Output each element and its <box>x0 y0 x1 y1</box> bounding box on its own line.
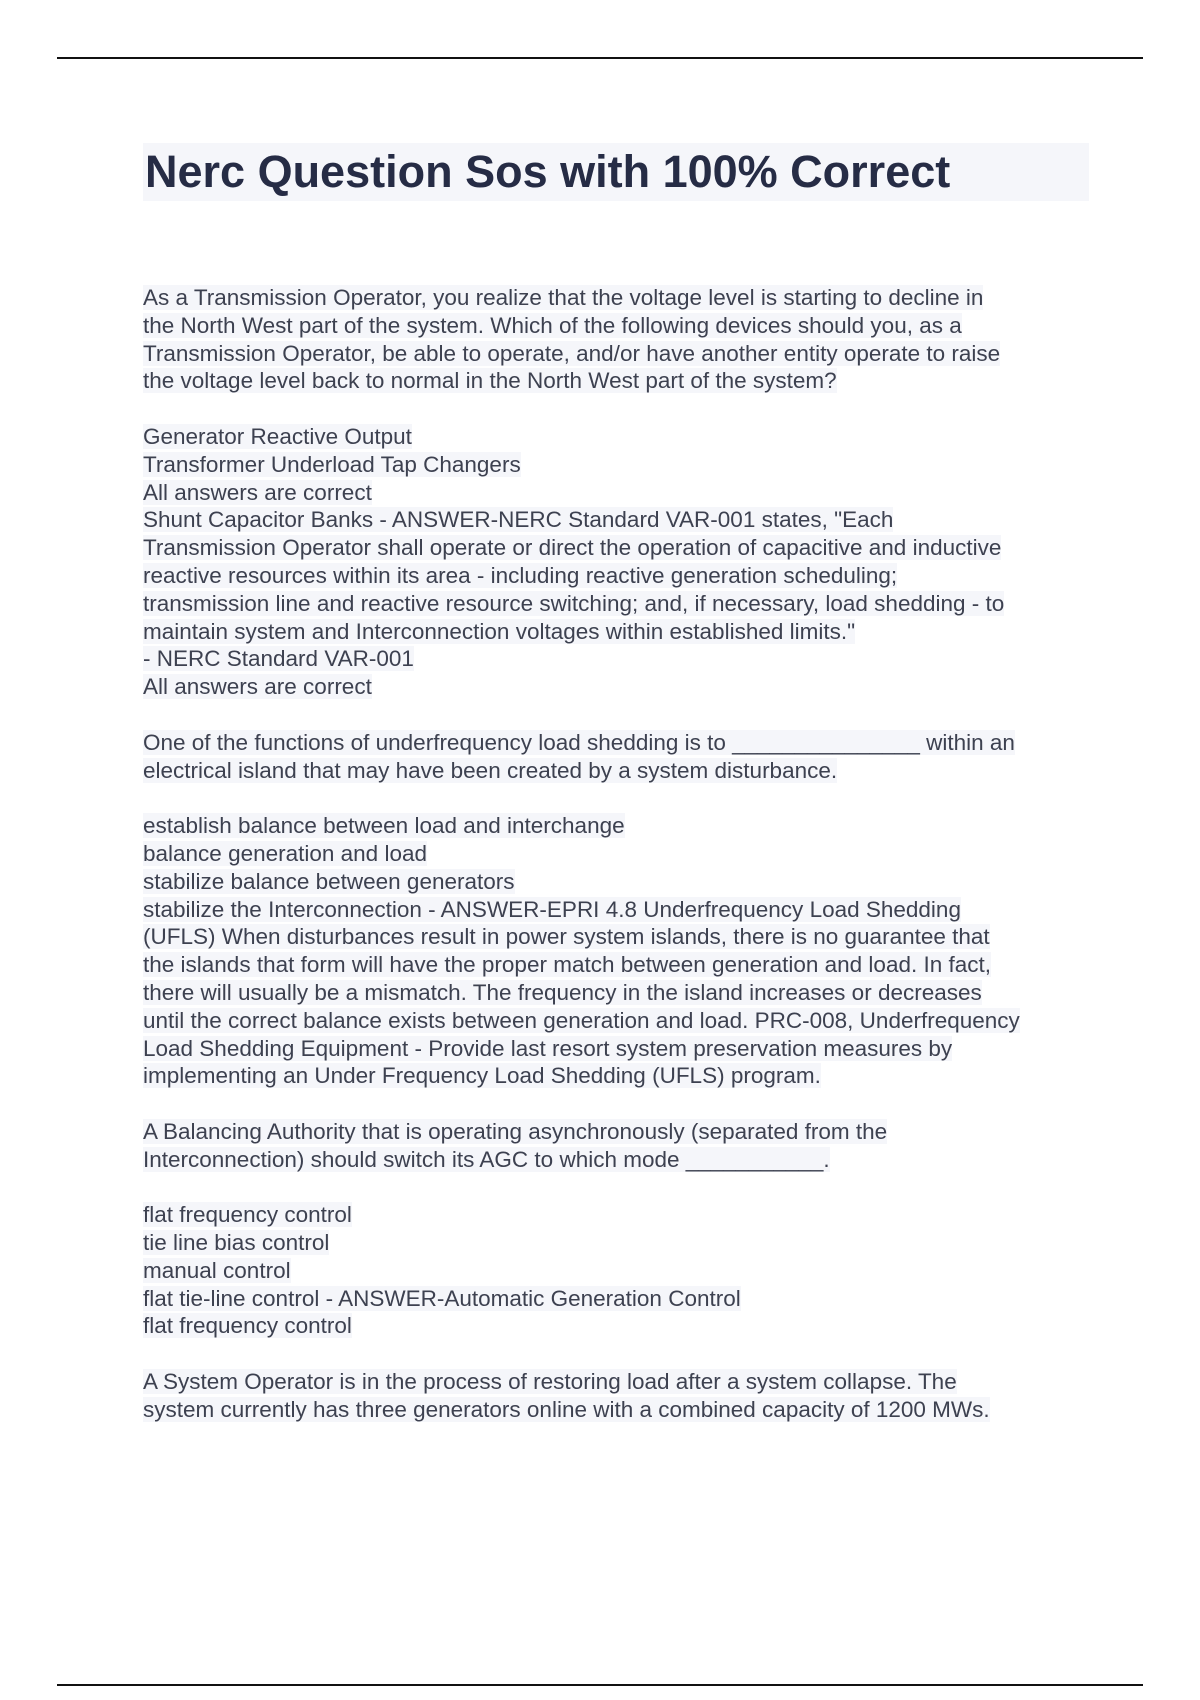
question-line: A System Operator is in the process of restoring load after a system collapse. The <box>143 1369 957 1395</box>
bottom-divider <box>57 1684 1143 1686</box>
answer-line: reactive resources within its area - including reactive generation scheduling; <box>143 562 898 588</box>
answer-3 <box>143 1201 1093 1340</box>
question-line: Interconnection) should switch its AGC to which mode ___________. <box>143 1146 830 1172</box>
answer-line: Generator Reactive Output <box>143 423 412 449</box>
answer-2 <box>143 812 1093 1090</box>
question-1 <box>143 284 1093 395</box>
answer-line: the islands that form will have the proper match between generation and load. In fact, <box>143 952 992 978</box>
question-line: the North West part of the system. Which of the following devices should you, as a <box>143 312 962 338</box>
answer-line: until the correct balance exists between generation and load. PRC-008, Underfrequency <box>143 1007 1020 1033</box>
answer-line: flat frequency control <box>143 1313 352 1339</box>
question-line: system currently has three generators online with a combined capacity of 1200 MWs. <box>143 1396 990 1422</box>
question-4 <box>143 1368 1093 1424</box>
top-divider <box>57 57 1143 59</box>
answer-line: Transmission Operator shall operate or direct the operation of capacitive and inductive <box>143 535 1002 561</box>
question-3 <box>143 1118 1093 1174</box>
question-line: A Balancing Authority that is operating asynchronously (separated from the <box>143 1118 888 1144</box>
answer-line: Transformer Underload Tap Changers <box>143 451 521 477</box>
answer-line: balance generation and load <box>143 840 427 866</box>
answer-line: manual control <box>143 1257 291 1283</box>
question-line: the voltage level back to normal in the North West part of the system? <box>143 368 837 394</box>
answer-line: establish balance between load and interchange <box>143 813 625 839</box>
question-2 <box>143 729 1093 785</box>
question-line: One of the functions of underfrequency load shedding is to _______________ within an <box>143 729 1015 755</box>
answer-line: tie line bias control <box>143 1230 330 1256</box>
answer-1 <box>143 423 1093 701</box>
answer-line: All answers are correct <box>143 479 372 505</box>
question-line: Transmission Operator, be able to operate, and/or have another entity operate to raise <box>143 340 1001 366</box>
answer-line: maintain system and Interconnection voltages within established limits." <box>143 618 856 644</box>
answer-line: transmission line and reactive resource switching; and, if necessary, load shedding - to <box>143 590 1005 616</box>
document-title: Nerc Question Sos with 100% Correct <box>143 143 1089 201</box>
answer-line: flat frequency control <box>143 1202 352 1228</box>
question-line: electrical island that may have been created by a system disturbance. <box>143 757 838 783</box>
answer-line: All answers are correct <box>143 674 372 700</box>
document-body <box>143 284 1093 1451</box>
answer-line: flat tie-line control - ANSWER-Automatic Generation Control <box>143 1285 741 1311</box>
answer-line: (UFLS) When disturbances result in power system islands, there is no guarantee that <box>143 924 990 950</box>
answer-line: there will usually be a mismatch. The frequency in the island increases or decreases <box>143 979 982 1005</box>
answer-line: implementing an Under Frequency Load Shedding (UFLS) program. <box>143 1063 821 1089</box>
answer-line: stabilize balance between generators <box>143 868 515 894</box>
answer-line: - NERC Standard VAR-001 <box>143 646 414 672</box>
answer-line: stabilize the Interconnection - ANSWER-EPRI 4.8 Underfrequency Load Shedding <box>143 896 961 922</box>
answer-line: Load Shedding Equipment - Provide last resort system preservation measures by <box>143 1035 953 1061</box>
question-line: As a Transmission Operator, you realize that the voltage level is starting to decline in <box>143 285 984 310</box>
answer-line: Shunt Capacitor Banks - ANSWER-NERC Standard VAR-001 states, "Each <box>143 507 894 533</box>
